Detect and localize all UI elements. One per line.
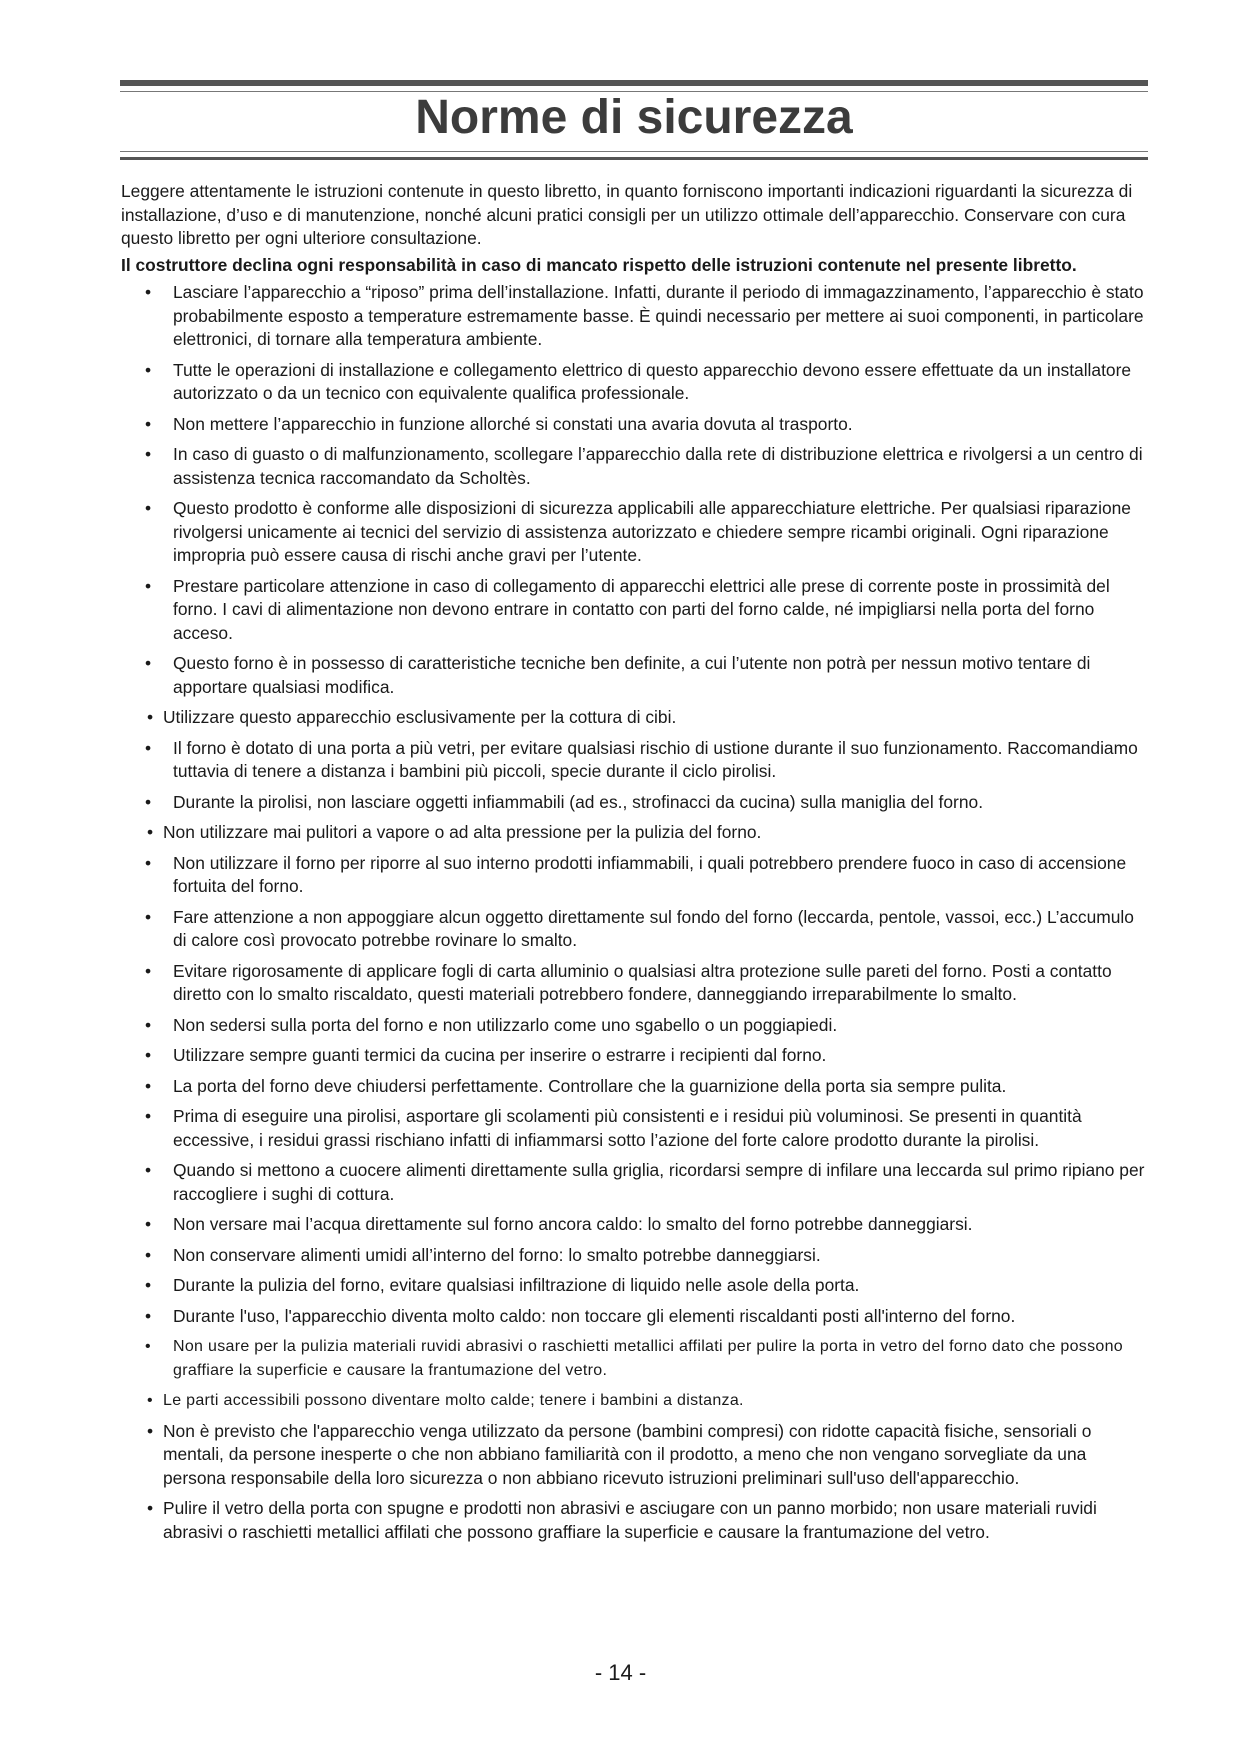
list-item: • Evitare rigorosamente di applicare fogli di carta alluminio o qualsiasi altra protezione sulle pareti del forno. Posti a contatto diretto con lo smalto riscaldato, questi materiali potrebbero fondere, danneggiando irreparabilmente lo smalto. xyxy=(145,960,1112,1004)
list-item: • Questo forno è in possesso di caratteristiche tecniche ben definite, a cui l’utente non potrà per nessun motivo tentare di apportare qualsiasi modifica. xyxy=(145,653,1091,697)
bullet-icon: • xyxy=(145,653,152,673)
bullet-icon: • xyxy=(145,359,152,380)
bullet-icon: • xyxy=(145,852,152,873)
list-item: • Le parti accessibili possono diventare molto calde; tenere i bambini a distanza. xyxy=(121,1389,1151,1413)
list-item: • La porta del forno deve chiudersi perfettamente. Controllare che la guarnizione della porta sia sempre pulita. xyxy=(121,1075,1151,1099)
list-item: • In caso di guasto o di malfunzionamento, scollegare l’apparecchio dalla rete di distribuzione elettrica e rivolgersi a un centro di assistenza tecnica raccomandato da Scholtès. xyxy=(145,444,1143,488)
list-item: • Prestare particolare attenzione in caso di collegamento di apparecchi elettrici alle prese di corrente poste in prossimità del forno. I cavi di alimentazione non devono entrare in contatto con parti del forno calde, né impigliarsi nella porta del forno acceso. xyxy=(145,575,1110,643)
bullet-icon: • xyxy=(145,737,152,758)
bullet-icon: • xyxy=(145,413,152,434)
list-item: • Utilizzare sempre guanti termici da cucina per inserire o estrarre i recipienti dal forno. xyxy=(121,1044,1151,1068)
bullet-icon: • xyxy=(145,1106,152,1126)
bullet-icon: • xyxy=(145,791,152,812)
bullet-icon: • xyxy=(145,1160,152,1180)
bullet-icon: • xyxy=(145,1305,152,1326)
bullet-icon: • xyxy=(145,1045,152,1065)
bullet-icon: • xyxy=(145,1275,152,1295)
list-item: • Non conservare alimenti umidi all’interno del forno: lo smalto potrebbe danneggiarsi. xyxy=(121,1244,1151,1268)
list-item: • Non è previsto che l'apparecchio venga utilizzato da persone (bambini compresi) con ridotte capacità fisiche, sensoriali o mentali, da persone inesperte o che non abbiano familiarità con il prodotto, a meno che non vengano sorvegliate da una persona responsabile della loro sicurezza o non abbiano ricevuto istruzioni preliminari sull'uso dell'apparecchio. xyxy=(147,1420,1092,1488)
bullet-icon: • xyxy=(145,1075,152,1096)
bullet-icon: • xyxy=(145,1014,152,1035)
list-item: • Non versare mai l’acqua direttamente sul forno ancora caldo: lo smalto del forno potrebbe danneggiarsi. xyxy=(121,1213,1151,1237)
bullet-icon: • xyxy=(145,1338,151,1355)
bullet-icon: • xyxy=(145,1214,152,1234)
list-item: • Non utilizzare il forno per riporre al suo interno prodotti infiammabili, i quali potrebbero prendere fuoco in caso di accensione fortuita del forno. xyxy=(145,852,1127,896)
list-item: • Il forno è dotato di una porta a più vetri, per evitare qualsiasi rischio di ustione durante il suo funzionamento. Raccomandiamo tuttavia di tenere a distanza i bambini più piccoli, specie durante il ciclo pirolisi. xyxy=(145,737,1138,781)
list-item: • Pulire il vetro della porta con spugne e prodotti non abrasivi e asciugare con un panno morbido; non usare materiali ruvidi abrasivi o raschietti metallici affilati che possono graffiare la superficie e causare la frantumazione del vetro. xyxy=(147,1498,1097,1542)
title-rule-bottom-thick xyxy=(120,157,1148,160)
list-item: • Tutte le operazioni di installazione e collegamento elettrico di questo apparecchio devono essere effettuate da un installatore autorizzato o da un tecnico con equivalente qualifica professionale. xyxy=(145,359,1132,403)
list-item: • Durante la pulizia del forno, evitare qualsiasi infiltrazione di liquido nelle asole della porta. xyxy=(121,1274,1151,1298)
list-item: • Prima di eseguire una pirolisi, asportare gli scolamenti più consistenti e i residui più voluminosi. Se presenti in quantità eccessive, i residui grassi rischiano infatti di infiammarsi sotto l’azione del forte calore prodotto durante la pirolisi. xyxy=(145,1106,1082,1150)
bullet-icon: • xyxy=(145,444,152,464)
list-item: • Questo prodotto è conforme alle disposizioni di sicurezza applicabili alle apparecchiature elettriche. Per qualsiasi riparazione rivolgersi unicamente ai tecnici del servizio di assistenza autorizzato e chiedere sempre ricambi originali. Ogni riparazione impropria può essere causa di rischi anche gravi per l’utente. xyxy=(145,498,1131,565)
bullet-icon: • xyxy=(147,707,154,727)
title-rule-bottom-thin xyxy=(120,151,1148,152)
list-item: • Durante la pirolisi, non lasciare oggetti infiammabili (ad es., strofinacci da cucina) sulla maniglia del forno. xyxy=(121,791,1151,815)
bullet-icon: • xyxy=(147,1392,153,1409)
bullet-icon: • xyxy=(145,498,152,518)
bullet-icon: • xyxy=(147,1420,154,1441)
bullet-icon: • xyxy=(147,822,154,842)
list-item: • Fare attenzione a non appoggiare alcun oggetto direttamente sul fondo del forno (leccarda, pentole, vassoi, ecc.) L’accumulo di calore così provocato potrebbe rovinare lo smalto. xyxy=(145,906,1134,950)
page-title: Norme di sicurezza xyxy=(415,91,853,144)
list-item: • Quando si mettono a cuocere alimenti direttamente sulla griglia, ricordarsi sempre di infilare una leccarda sul primo ripiano per raccogliere i sughi di cottura. xyxy=(145,1160,1145,1204)
bullet-icon: • xyxy=(147,1498,154,1518)
list-item: • Non mettere l’apparecchio in funzione allorché si constati una avaria dovuta al trasporto. xyxy=(121,413,1151,437)
bullet-icon: • xyxy=(145,960,152,981)
bullet-icon: • xyxy=(145,575,152,596)
bullet-icon: • xyxy=(145,906,152,927)
list-item: • Durante l'uso, l'apparecchio diventa molto caldo: non toccare gli elementi riscaldanti posti all'interno del forno. xyxy=(121,1305,1151,1329)
safety-list xyxy=(121,281,1151,1544)
list-item: • Lasciare l’apparecchio a “riposo” prima dell’installazione. Infatti, durante il periodo di immagazzinamento, l’apparecchio è stato probabilmente esposto a temperature estremamente basse. È quindi necessario per mettere ai suoi componenti, in particolare elettronici, di tornare alla temperatura ambiente. xyxy=(145,282,1144,349)
bullet-icon: • xyxy=(145,282,152,302)
list-item: • Non utilizzare mai pulitori a vapore o ad alta pressione per la pulizia del forno. xyxy=(121,821,1151,845)
list-item: • Utilizzare questo apparecchio esclusivamente per la cottura di cibi. xyxy=(121,706,1151,730)
liability-warning: Il costruttore declina ogni responsabilità in caso di mancato rispetto delle istruzioni contenute nel presente libretto. xyxy=(121,254,1077,275)
list-item: • Non sedersi sulla porta del forno e non utilizzarlo come uno sgabello o un poggiapiedi. xyxy=(121,1014,1151,1038)
title-rule-top-thick xyxy=(120,80,1148,86)
list-item: • Non usare per la pulizia materiali ruvidi abrasivi o raschietti metallici affilati per pulire la porta in vetro del forno dato che possono graffiare la superficie e causare la frantumazione del vetro. xyxy=(121,1335,1151,1382)
bullet-icon: • xyxy=(145,1244,152,1265)
safety-content xyxy=(121,180,1151,1551)
page-number: - 14 - xyxy=(594,1660,647,1685)
intro-paragraph: Leggere attentamente le istruzioni contenute in questo libretto, in quanto forniscono importanti indicazioni riguardanti la sicurezza di installazione, d’uso e di manutenzione, nonché alcuni pratici consigli per un utilizzo ottimale dell’apparecchio. Conservare con cura questo libretto per ogni ulteriore consultazione. xyxy=(121,181,1133,248)
